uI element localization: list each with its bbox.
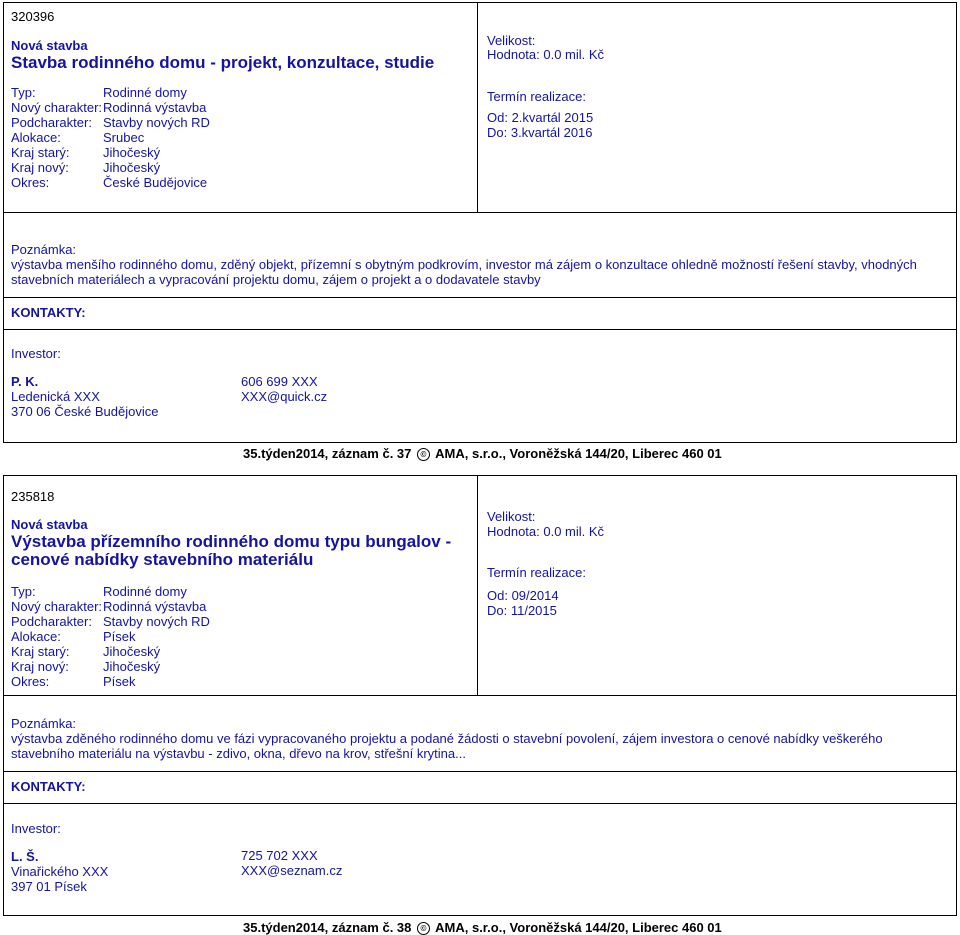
attribute-row: [11, 145, 210, 160]
contacts-heading: KONTAKTY:: [11, 779, 86, 794]
size-value: Hodnota: 0.0 mil. Kč: [487, 524, 605, 539]
attribute-value: Písek: [103, 629, 136, 644]
attribute-value: Jihočeský: [103, 659, 161, 674]
attribute-list: [11, 584, 210, 689]
attribute-key: Typ:: [11, 85, 36, 100]
record-title: cenové nabídky stavebního materiálu: [11, 550, 314, 569]
contacts-heading: KONTAKTY:: [11, 305, 86, 320]
investor-email[interactable]: XXX@quick.cz: [241, 389, 328, 404]
footer-record-ref: 35.týden2014, záznam č. 37: [243, 446, 412, 461]
section-divider: [3, 771, 957, 772]
investor-street: Ledenická XXX: [11, 389, 100, 404]
term-label: Termín realizace:: [487, 89, 586, 104]
copyright-icon: ©: [417, 922, 430, 935]
section-divider: [3, 297, 957, 298]
record-id: 235818: [11, 489, 55, 504]
size-label: Velikost:: [487, 33, 536, 48]
investor-phone: 606 699 XXX: [241, 374, 318, 389]
attribute-value: Jihočeský: [103, 160, 161, 175]
term-from: Od: 09/2014: [487, 588, 559, 603]
section-divider: [3, 329, 957, 330]
term-to: Do: 3.kvartál 2016: [487, 125, 593, 140]
investor-city: 397 01 Písek: [11, 879, 87, 894]
record-title: Stavba rodinného domu - projekt, konzultace, studie: [11, 53, 435, 72]
attribute-key: Okres:: [11, 674, 50, 689]
term-label: Termín realizace:: [487, 565, 586, 580]
investor-name: P. K.: [11, 374, 39, 389]
note-label: Poznámka:: [11, 242, 77, 257]
attribute-key: Okres:: [11, 175, 50, 190]
attribute-key: Kraj starý:: [11, 145, 70, 160]
investor-email[interactable]: XXX@seznam.cz: [241, 863, 343, 878]
note-line: výstavba zděného rodinného domu ve fázi vypracovaného projektu a podané žádosti o stavební povolení, zájem investora o cenové nabídky veškerého: [11, 731, 883, 746]
column-divider: [477, 2, 478, 212]
attribute-key: Nový charakter:: [11, 599, 103, 614]
attribute-value: Jihočeský: [103, 644, 161, 659]
size-value: Hodnota: 0.0 mil. Kč: [487, 47, 605, 62]
attribute-row: [11, 584, 210, 599]
note-line: stavebního materiálu na výstavbu - zdivo, okna, dřevo na krov, střešní krytina...: [11, 746, 466, 761]
attribute-key: Alokace:: [11, 130, 61, 145]
investor-label: Investor:: [11, 346, 61, 361]
record-title: Výstavba přízemního rodinného domu typu bungalov -: [11, 532, 452, 551]
investor-phone: 725 702 XXX: [241, 848, 318, 863]
term-from: Od: 2.kvartál 2015: [487, 110, 594, 125]
attribute-row: [11, 659, 210, 674]
size-label: Velikost:: [487, 509, 536, 524]
attribute-value: Rodinné domy: [103, 584, 187, 599]
attribute-row: [11, 614, 210, 629]
attribute-key: Podcharakter:: [11, 115, 92, 130]
column-divider: [477, 475, 478, 695]
copyright-icon: ©: [417, 448, 430, 461]
attribute-key: Nový charakter:: [11, 100, 103, 115]
attribute-row: [11, 175, 210, 190]
record-footer: [243, 446, 722, 461]
attribute-key: Alokace:: [11, 629, 61, 644]
attribute-row: [11, 629, 210, 644]
investor-street: Vinařického XXX: [11, 864, 109, 879]
record-id: 320396: [11, 9, 55, 24]
section-divider: [3, 695, 957, 696]
term-to: Do: 11/2015: [487, 603, 557, 618]
attribute-value: Jihočeský: [103, 145, 161, 160]
attribute-value: Rodinné domy: [103, 85, 187, 100]
section-divider: [3, 212, 957, 213]
attribute-row: [11, 160, 210, 175]
attribute-value: Stavby nových RD: [103, 614, 210, 629]
attribute-key: Kraj starý:: [11, 644, 70, 659]
investor-label: Investor:: [11, 821, 61, 836]
attribute-value: Rodinná výstavba: [103, 599, 207, 614]
footer-publisher: AMA, s.r.o., Voroněžská 144/20, Liberec 460 01: [435, 920, 722, 935]
note-line: výstavba menšího rodinného domu, zděný objekt, přízemní s obytným podkrovím, investor má zájem o konzultace ohledně možností řešení stavby, vhodných: [11, 257, 917, 272]
attribute-row: [11, 674, 210, 689]
record-footer: [243, 920, 722, 935]
attribute-value: Srubec: [103, 130, 145, 145]
note-label: Poznámka:: [11, 716, 77, 731]
attribute-row: [11, 85, 210, 100]
footer-publisher: AMA, s.r.o., Voroněžská 144/20, Liberec 460 01: [435, 446, 722, 461]
section-divider: [3, 803, 957, 804]
attribute-row: [11, 115, 210, 130]
attribute-value: Stavby nových RD: [103, 115, 210, 130]
attribute-value: České Budějovice: [103, 175, 208, 190]
attribute-value: Rodinná výstavba: [103, 100, 207, 115]
attribute-key: Typ:: [11, 584, 36, 599]
investor-name: L. Š.: [11, 849, 39, 864]
attribute-row: [11, 599, 210, 614]
attribute-row: [11, 130, 210, 145]
footer-record-ref: 35.týden2014, záznam č. 38: [243, 920, 412, 935]
attribute-row: [11, 100, 210, 115]
record-category: Nová stavba: [11, 38, 88, 53]
attribute-key: Kraj nový:: [11, 659, 69, 674]
attribute-key: Kraj nový:: [11, 160, 69, 175]
attribute-row: [11, 644, 210, 659]
attribute-list: [11, 85, 210, 190]
note-line: stavebních materiálech a vypracování projektu domu, zájem o projekt a o dodavatele stavby: [11, 272, 541, 287]
attribute-key: Podcharakter:: [11, 614, 92, 629]
record-category: Nová stavba: [11, 517, 88, 532]
investor-city: 370 06 České Budějovice: [11, 404, 159, 419]
attribute-value: Písek: [103, 674, 136, 689]
